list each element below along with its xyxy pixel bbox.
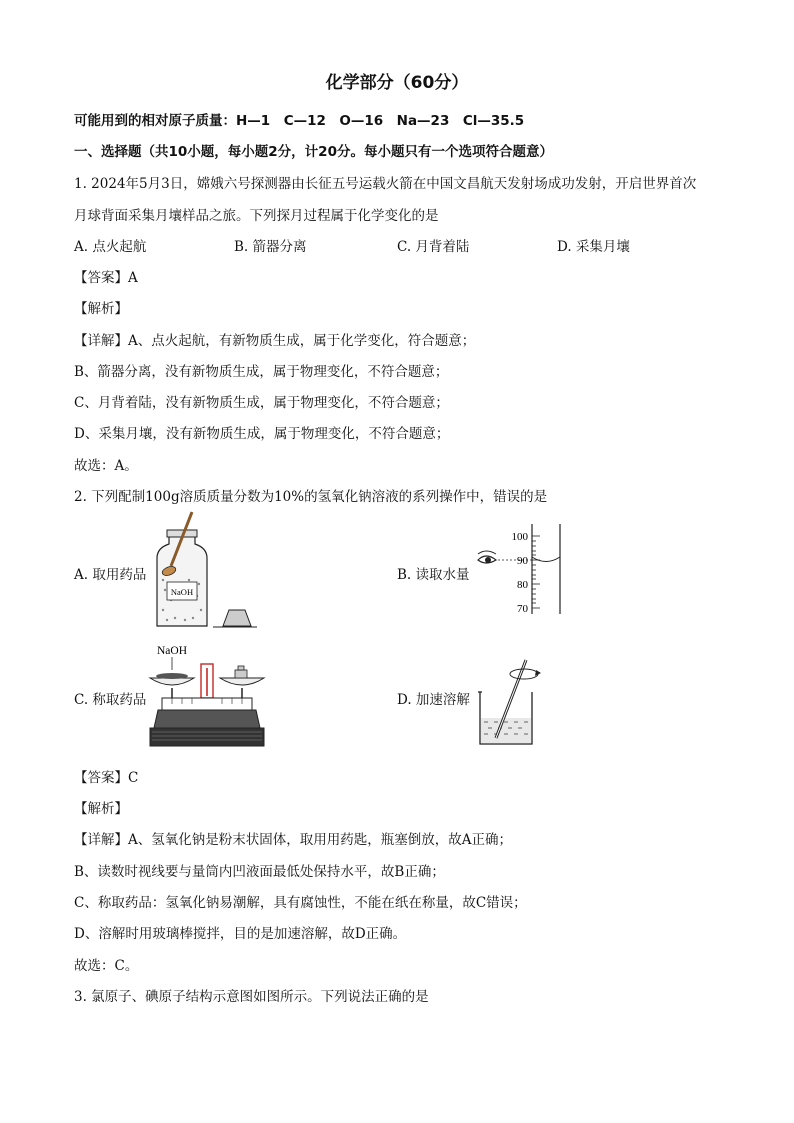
q1-option-c: C. 月背着陆 — [397, 239, 470, 255]
q1-conclusion: 故选：A。 — [74, 458, 138, 474]
balance-naoh-label: NaOH — [156, 645, 188, 657]
q1-answer: 【答案】A — [74, 270, 138, 286]
q2-detail-a: 【详解】A、氢氧化钠是粉末状固体，取用用药匙，瓶塞倒放，故A正确； — [74, 832, 512, 848]
q1-detail-b: B、箭器分离，没有新物质生成，属于物理变化，不符合题意； — [74, 364, 449, 380]
eye-icon — [478, 551, 496, 563]
q2-detail-c: C、称取药品：氢氧化钠易潮解，具有腐蚀性，不能在纸在称量，故C错误； — [74, 895, 527, 911]
beaker-stirring-figure — [474, 652, 554, 748]
tick-90: 90 — [517, 555, 528, 567]
q1-detail-d: D、采集月壤，没有新物质生成，属于物理变化，不符合题意； — [74, 426, 450, 442]
q1-analysis-label: 【解析】 — [74, 301, 128, 317]
tick-70: 70 — [517, 603, 528, 615]
q3-stem: 3. 氯原子、碘原子结构示意图如图所示。下列说法正确的是 — [74, 989, 429, 1005]
reagent-bottle-figure — [145, 510, 285, 632]
q1-stem-line1: 1. 2024年5月3日，嫦娥六号探测器由长征五号运载火箭在中国文昌航天发射场成功发射，开启世界首次 — [74, 176, 697, 192]
q1-option-d: D. 采集月壤 — [557, 239, 630, 255]
q2-analysis-label: 【解析】 — [74, 801, 128, 817]
tick-80: 80 — [517, 579, 528, 591]
q2-option-c: C. 称取药品 — [74, 692, 147, 708]
graduated-cylinder-figure — [474, 522, 566, 618]
q2-stem: 2. 下列配制100g溶质质量分数为10%的氢氧化钠溶液的系列操作中，错误的是 — [74, 489, 548, 505]
q2-answer: 【答案】C — [74, 770, 139, 786]
q2-option-b: B. 读取水量 — [397, 567, 470, 583]
q2-detail-b: B、读数时视线要与量筒内凹液面最低处保持水平，故B正确； — [74, 864, 445, 880]
tick-100: 100 — [511, 531, 528, 543]
atomic-masses: 可能用到的相对原子质量：H—1 C—12 O—16 Na—23 Cl—35.5 — [74, 113, 525, 129]
q1-detail-c: C、月背着陆，没有新物质生成，属于物理变化，不符合题意； — [74, 395, 449, 411]
bottle-label: NaOH — [170, 587, 194, 597]
q1-stem-line2: 月球背面采集月壤样品之旅。下列探月过程属于化学变化的是 — [74, 208, 439, 224]
balance-figure — [148, 640, 266, 750]
q2-option-a: A. 取用药品 — [74, 567, 147, 583]
q2-detail-d: D、溶解时用玻璃棒搅拌，目的是加速溶解，故D正确。 — [74, 926, 407, 942]
q2-option-d: D. 加速溶解 — [397, 692, 470, 708]
q1-option-a: A. 点火起航 — [74, 239, 147, 255]
page-title: 化学部分（60分） — [325, 73, 469, 93]
q1-option-b: B. 箭器分离 — [234, 239, 307, 255]
q1-detail-a: 【详解】A、点火起航，有新物质生成，属于化学变化，符合题意； — [74, 333, 476, 349]
q2-conclusion: 故选：C。 — [74, 958, 139, 974]
section-header: 一、选择题（共10小题，每小题2分，计20分。每小题只有一个选项符合题意） — [74, 144, 553, 160]
